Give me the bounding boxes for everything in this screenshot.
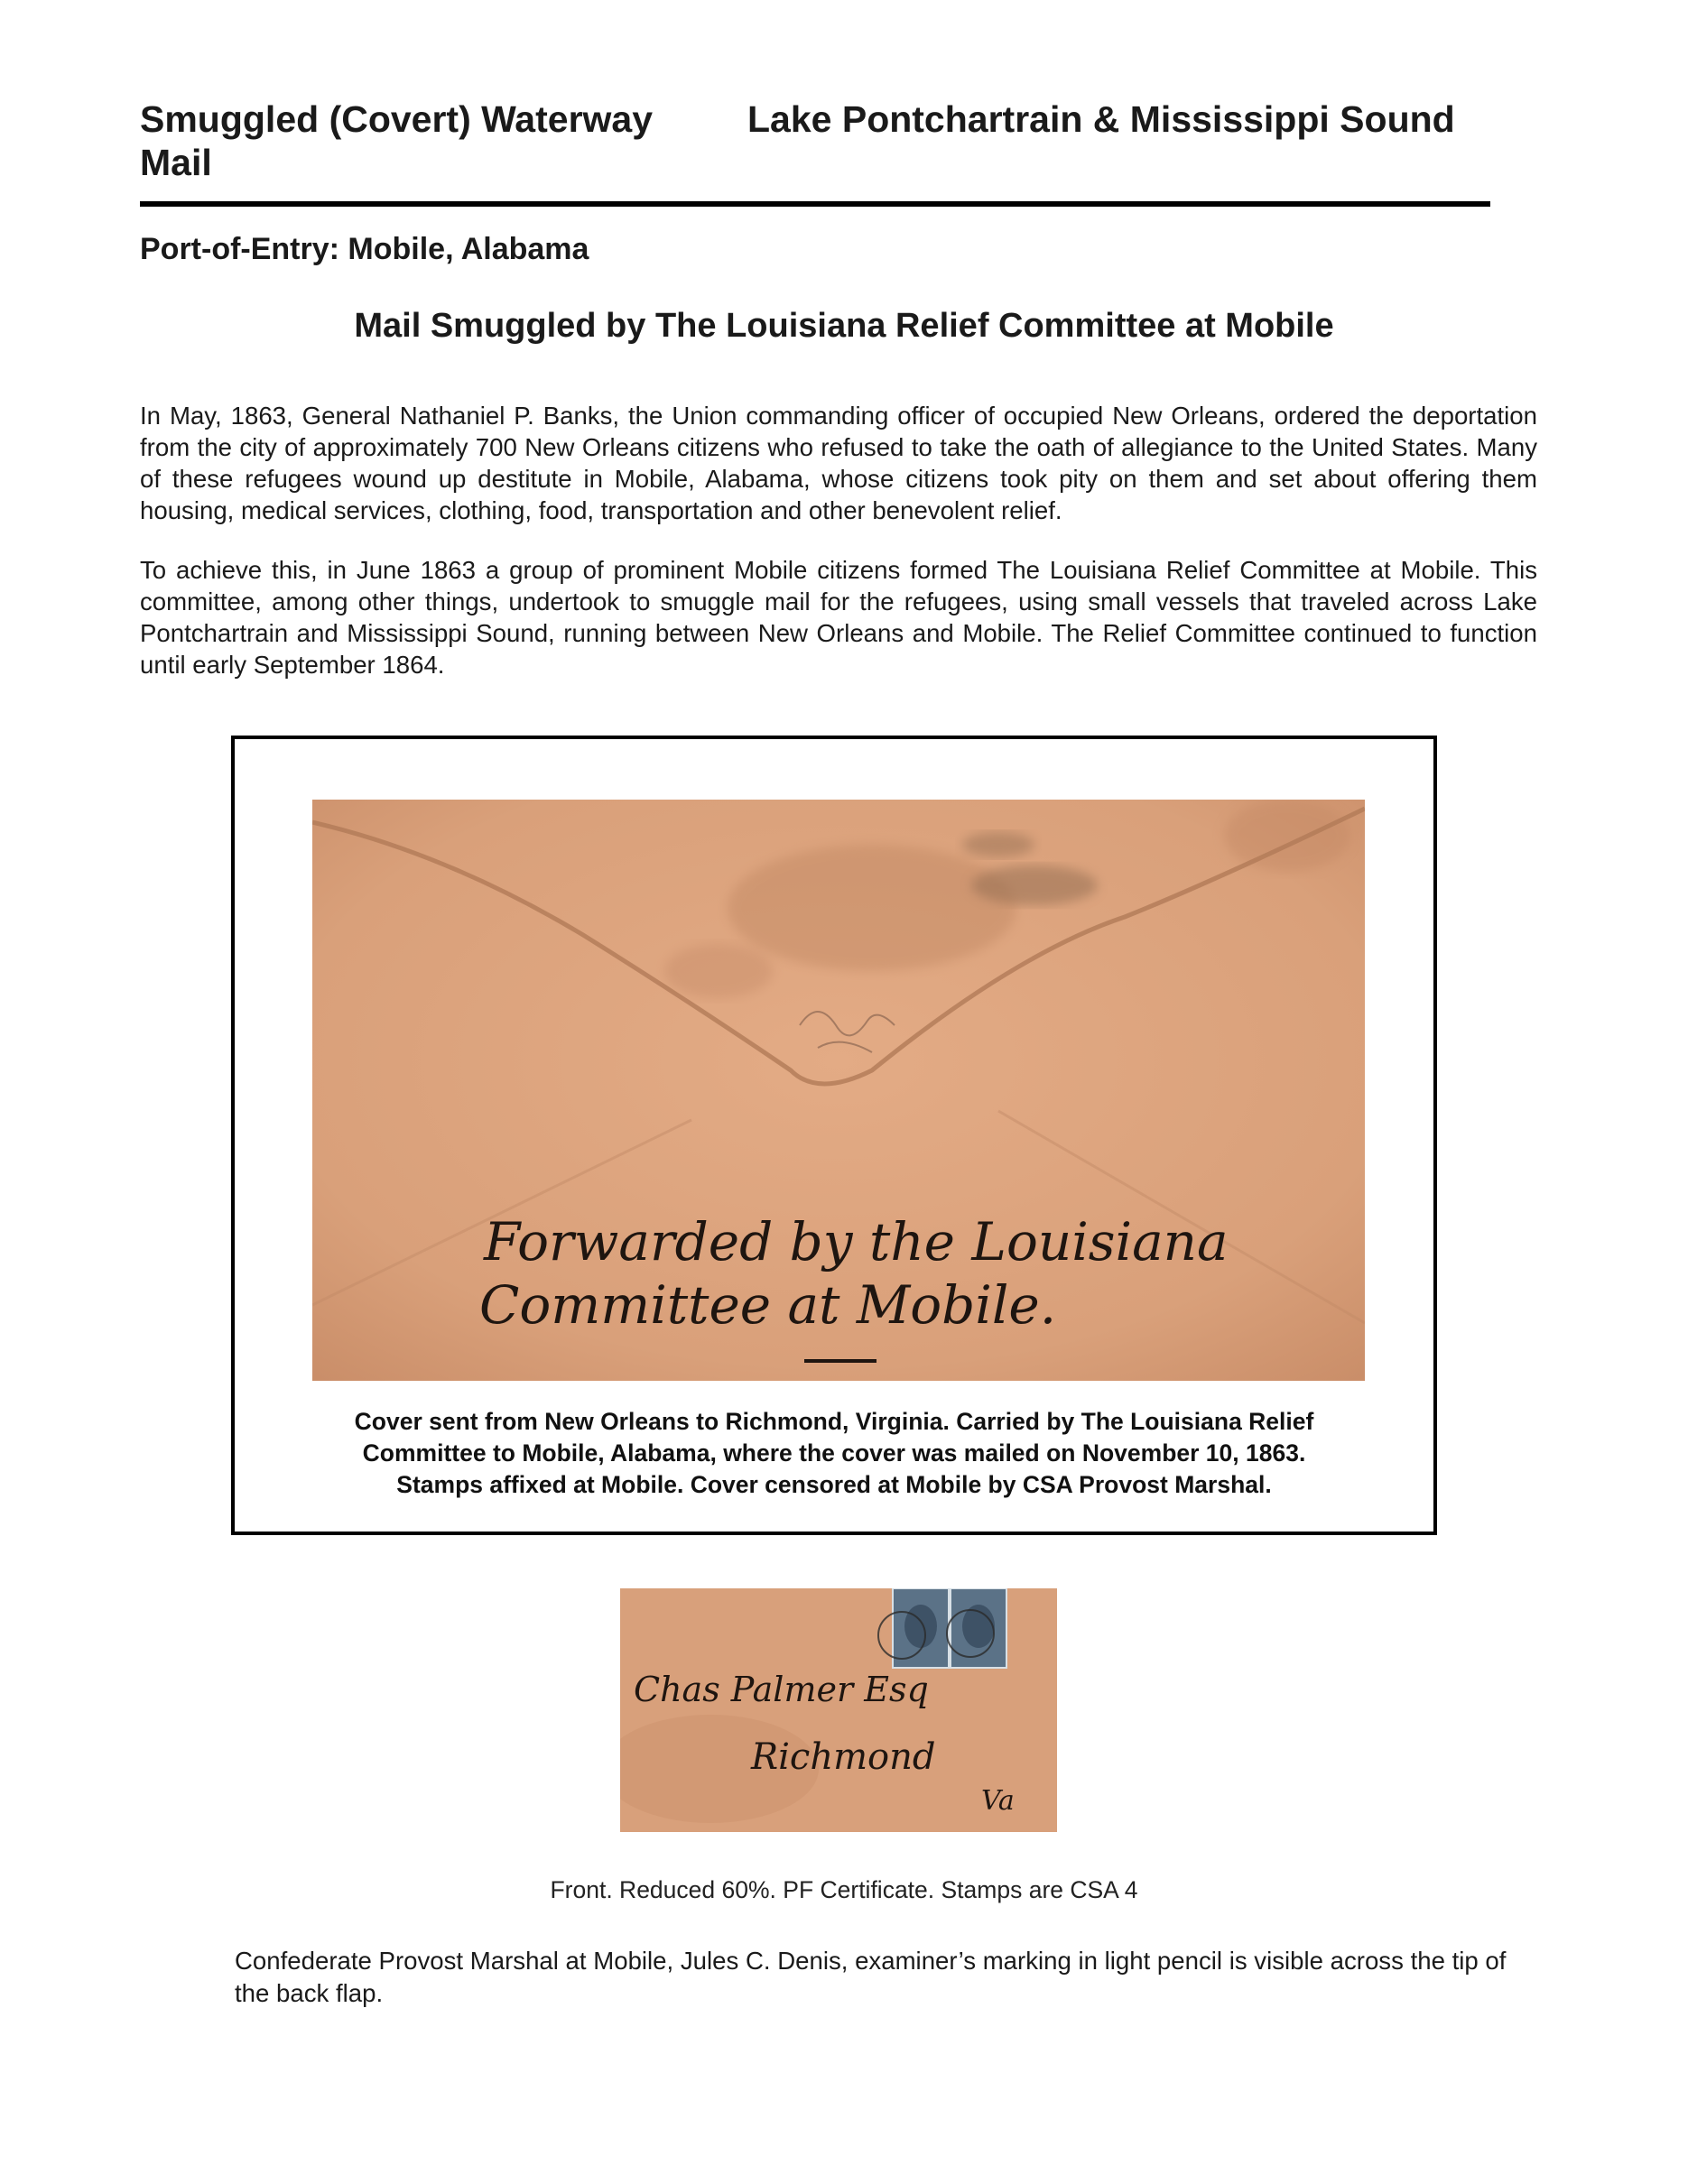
page-title: Mail Smuggled by The Louisiana Relief Committee at Mobile — [354, 307, 1334, 345]
header-left-title: Smuggled (Covert) Waterway Mail — [140, 98, 654, 183]
stamp-pair — [878, 1588, 1006, 1668]
front-cover-caption: Front. Reduced 60%. PF Certificate. Stamps are CSA 4 — [550, 1876, 1138, 1903]
script-line-1: Forwarded by the Louisiana — [484, 1211, 1229, 1272]
cover-front-image — [620, 1588, 1057, 1832]
stain — [962, 832, 1034, 857]
stamp-portrait — [904, 1605, 937, 1648]
cover-front-illustration — [620, 1588, 1057, 1832]
stain — [728, 845, 1016, 971]
port-of-entry: Port-of-Entry: Mobile, Alabama — [140, 232, 589, 266]
exhibit-caption — [231, 1406, 1437, 1501]
script-line-2: Committee at Mobile. — [479, 1274, 1057, 1336]
front-address-line-3: Va — [981, 1785, 1015, 1817]
exhibit-caption-line: Cover sent from New Orleans to Richmond, Virginia. Carried by The Louisiana Relief — [354, 1408, 1314, 1435]
closing-paragraph: Confederate Provost Marshal at Mobile, Jules C. Denis, examiner’s marking in light pencil is visible across the tip of the back flap. — [235, 1947, 1507, 2007]
intro-paragraph-2: To achieve this, in June 1863 a group of prominent Mobile citizens formed The Louisiana Relief Committee at Mobile. This committee, among other things, undertook to smuggle mail for the refugees, using small vessels that traveled across Lake Pontchartrain and Mississippi Sound, running between New Orleans and Mobile. The Relief Committee continued to function until early September 1864. — [140, 556, 1537, 679]
exhibit-caption-line: Stamps affixed at Mobile. Cover censored at Mobile by CSA Provost Marshal. — [396, 1471, 1272, 1498]
intro-paragraph-1: In May, 1863, General Nathaniel P. Banks, the Union commanding officer of occupied New Orleans, ordered the deportation from the city of approximately 700 New Orleans citizens who refused to take the oath of allegiance to the United States. Many of these refugees wound up destitute in Mobile, Alabama, whose citizens took pity on them and set about offering them housing, medical services, clothing, food, transportation and other benevolent relief. — [140, 402, 1537, 524]
exhibit-caption-line: Committee to Mobile, Alabama, where the cover was mailed on November 10, 1863. — [362, 1439, 1306, 1467]
front-address-line-2: Richmond — [751, 1736, 936, 1778]
header-right-title: Lake Pontchartrain & Mississippi Sound — [747, 98, 1455, 140]
stain — [971, 865, 1098, 905]
stain — [1224, 800, 1350, 872]
cover-back-image — [312, 800, 1365, 1381]
header-rule — [140, 201, 1490, 207]
front-address-line-1: Chas Palmer Esq — [634, 1670, 929, 1709]
stain — [664, 944, 773, 998]
cover-back-illustration — [312, 800, 1365, 1381]
